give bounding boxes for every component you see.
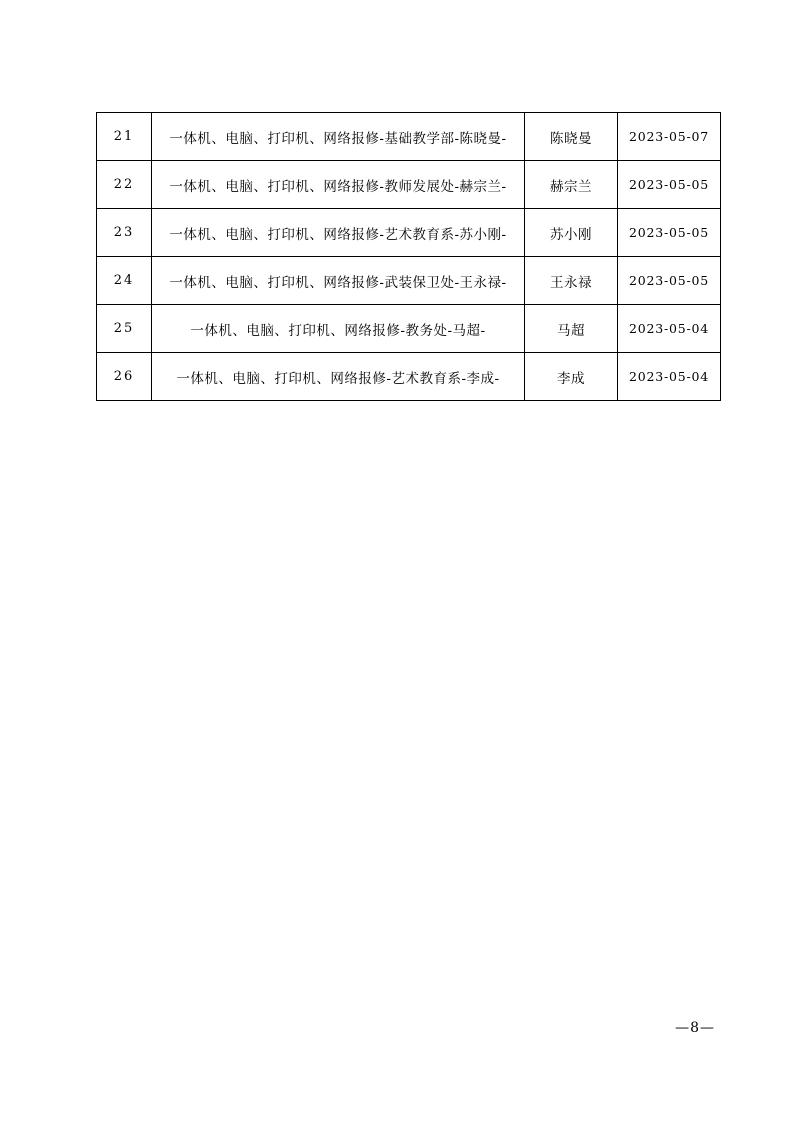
row-person: 赫宗兰 [525, 161, 618, 209]
repair-records-table-container [96, 112, 716, 401]
row-date: 2023-05-04 [618, 353, 721, 401]
table-row [97, 353, 721, 401]
row-person: 苏小刚 [525, 209, 618, 257]
page-number: —8— [675, 1020, 715, 1036]
row-description: 一体机、电脑、打印机、网络报修-基础教学部-陈晓曼- [152, 113, 525, 161]
row-date: 2023-05-05 [618, 209, 721, 257]
table-body [97, 113, 721, 401]
table-row [97, 161, 721, 209]
row-description: 一体机、电脑、打印机、网络报修-教师发展处-赫宗兰- [152, 161, 525, 209]
row-date: 2023-05-07 [618, 113, 721, 161]
row-date: 2023-05-05 [618, 161, 721, 209]
row-person: 陈晓曼 [525, 113, 618, 161]
table-row [97, 209, 721, 257]
row-date: 2023-05-05 [618, 257, 721, 305]
table-row [97, 305, 721, 353]
table-row [97, 257, 721, 305]
table-row [97, 113, 721, 161]
row-person: 马超 [525, 305, 618, 353]
row-index: 26 [97, 353, 152, 401]
repair-records-table [96, 112, 721, 401]
row-index: 22 [97, 161, 152, 209]
row-description: 一体机、电脑、打印机、网络报修-教务处-马超- [152, 305, 525, 353]
row-index: 21 [97, 113, 152, 161]
row-description: 一体机、电脑、打印机、网络报修-艺术教育系-李成- [152, 353, 525, 401]
row-index: 24 [97, 257, 152, 305]
row-description: 一体机、电脑、打印机、网络报修-艺术教育系-苏小刚- [152, 209, 525, 257]
row-description: 一体机、电脑、打印机、网络报修-武装保卫处-王永禄- [152, 257, 525, 305]
row-index: 23 [97, 209, 152, 257]
row-index: 25 [97, 305, 152, 353]
row-date: 2023-05-04 [618, 305, 721, 353]
row-person: 李成 [525, 353, 618, 401]
row-person: 王永禄 [525, 257, 618, 305]
